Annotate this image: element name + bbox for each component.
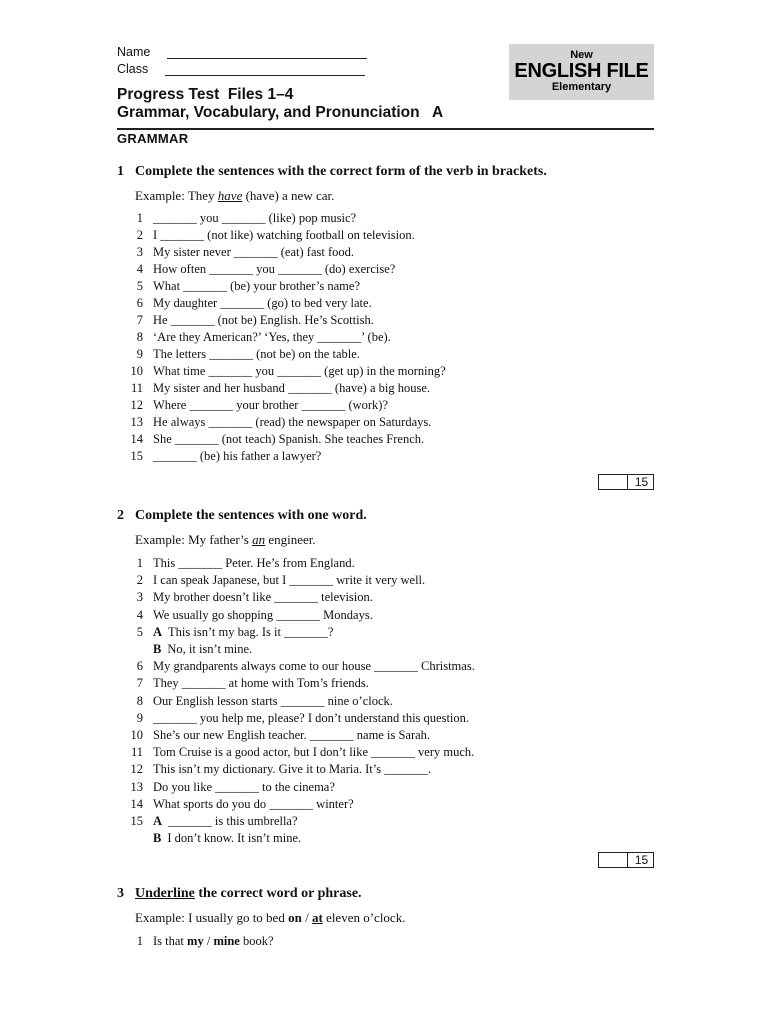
item-number: 5 (136, 624, 143, 639)
item-sentence: I _______ (not like) watching football on television. (153, 228, 415, 242)
item-sentence: We usually go shopping _______ Mondays. (153, 607, 373, 622)
item-number: 2 (136, 573, 143, 588)
item-sentence: My brother doesn’t like _______ television. (153, 590, 373, 605)
question-item (117, 312, 637, 329)
item-number: 11 (130, 381, 143, 395)
q3-item-number: 1 (136, 934, 143, 948)
q3-example (135, 910, 405, 926)
question-item (117, 431, 637, 448)
item-sentence: I don’t know. It isn’t mine. (167, 831, 302, 846)
question-item (117, 227, 637, 244)
speaker-label: A (153, 624, 163, 639)
item-text (153, 431, 424, 448)
question-item (117, 624, 637, 641)
q3-item-option-2[interactable]: mine (213, 934, 240, 948)
item-text (153, 693, 393, 710)
item-number: 8 (136, 330, 143, 344)
item-text (153, 710, 469, 727)
item-number: 2 (136, 228, 143, 242)
item-number: 12 (130, 398, 143, 412)
q2-example-answer: an (252, 532, 266, 547)
item-text (153, 658, 475, 675)
item-text (153, 380, 430, 397)
item-sentence: What sports do you do _______ winter? (153, 796, 354, 811)
question-item (117, 796, 637, 813)
item-text (153, 397, 388, 414)
question-item (117, 693, 637, 710)
q2-score-box[interactable] (598, 852, 654, 868)
item-sentence: This isn’t my bag. Is it _______? (168, 624, 334, 639)
speaker-label: B (153, 831, 162, 846)
item-text (153, 227, 415, 244)
item-sentence: This _______ Peter. He’s from England. (153, 556, 355, 570)
item-sentence: They _______ at home with Tom’s friends. (153, 676, 369, 691)
item-number: 15 (130, 449, 143, 463)
name-label: Name (117, 45, 151, 59)
item-sentence: This isn’t my dictionary. Give it to Maria. It’s _______. (153, 762, 432, 777)
question-item (117, 278, 637, 295)
q3-number: 3 (117, 886, 124, 901)
item-sentence: ‘Are they American?’ ‘Yes, they _______’ (be). (153, 330, 391, 344)
item-sentence: _______ you help me, please? I don’t understand this question. (153, 710, 470, 725)
speaker-label: B (153, 642, 162, 656)
q3-item-separator: / (203, 934, 214, 948)
item-text (153, 761, 431, 778)
q3-item-option-1[interactable]: my (187, 934, 204, 948)
item-text (153, 363, 446, 380)
q1-example (135, 188, 334, 204)
item-sentence: I can speak Japanese, but I _______ write it very well. (153, 573, 426, 588)
question-item (117, 830, 637, 847)
item-text (153, 244, 354, 261)
item-number: 4 (136, 607, 143, 622)
question-item (117, 329, 637, 346)
item-number: 3 (136, 245, 143, 259)
q3-heading (117, 886, 362, 902)
question-item (117, 244, 637, 261)
q3-example-option-2[interactable]: at (311, 910, 323, 925)
question-item (117, 397, 637, 414)
item-text (153, 210, 356, 227)
item-text (153, 624, 333, 641)
english-file-logo (509, 44, 654, 100)
class-label: Class (117, 62, 149, 76)
section-heading: GRAMMAR (117, 131, 189, 146)
q2-example (135, 532, 316, 548)
item-sentence: He _______ (not be) English. He’s Scottish. (153, 313, 374, 327)
q3-item-after: book? (239, 934, 274, 948)
item-number: 6 (136, 659, 143, 674)
q1-score-total: 15 (634, 475, 649, 489)
question-item (117, 607, 637, 624)
item-number: 13 (130, 415, 143, 429)
name-line[interactable] (167, 48, 367, 59)
logo-new: New (570, 49, 593, 61)
item-number: 10 (130, 728, 143, 742)
item-text (153, 796, 354, 813)
q2-number: 2 (117, 508, 124, 523)
q3-instruction-underlined: Underline (135, 886, 195, 901)
item-sentence: Our English lesson starts _______ nine o’clock. (153, 693, 393, 708)
question-item (117, 761, 637, 778)
item-number: 10 (130, 364, 143, 378)
item-sentence: What _______ (be) your brother’s name? (153, 279, 360, 293)
speaker-label: A (153, 814, 163, 828)
title-divider (117, 128, 654, 130)
item-number: 6 (136, 296, 143, 310)
q2-heading (117, 508, 367, 524)
question-item (117, 710, 637, 727)
question-item (117, 658, 637, 675)
item-text (153, 813, 298, 830)
item-sentence: How often _______ you _______ (do) exercise? (153, 262, 396, 276)
item-number: 4 (136, 262, 143, 276)
item-text (153, 572, 425, 589)
q3-example-rest: eleven o’clock. (322, 910, 406, 925)
item-sentence: _______ (be) his father a lawyer? (153, 449, 322, 463)
q3-example-option-1[interactable]: on (288, 910, 302, 925)
class-field[interactable] (117, 62, 365, 76)
q1-score-input[interactable] (599, 475, 628, 489)
name-field[interactable] (117, 45, 367, 59)
q3-item-text (153, 933, 274, 950)
item-number: 11 (130, 745, 143, 760)
item-text (153, 295, 372, 312)
item-sentence: Tom Cruise is a good actor, but I don’t like _______ very much. (153, 745, 475, 760)
item-number: 14 (130, 432, 143, 446)
page-title (117, 86, 443, 122)
item-number: 7 (136, 676, 143, 691)
q2-score-total: 15 (634, 853, 649, 867)
item-sentence: The letters _______ (not be) on the table. (153, 347, 360, 361)
q3-instruction: the correct word or phrase. (194, 886, 362, 901)
item-number: 8 (136, 693, 143, 708)
question-item (117, 414, 637, 431)
question-item (117, 589, 637, 606)
item-sentence: No, it isn’t mine. (167, 642, 253, 656)
item-text (153, 675, 369, 692)
item-text (153, 414, 431, 431)
item-text (153, 744, 474, 761)
question-item (117, 346, 637, 363)
item-sentence: What time _______ you _______ (get up) in the morning? (153, 364, 446, 378)
q3-example-separator: / (301, 910, 312, 925)
q2-score-input[interactable] (599, 853, 628, 867)
question-item (117, 380, 637, 397)
item-number: 12 (130, 762, 143, 777)
item-number: 3 (136, 590, 143, 605)
item-number: 14 (130, 796, 143, 811)
item-sentence: Where _______ your brother _______ (work)? (153, 398, 389, 412)
item-sentence: My grandparents always come to our house _______ Christmas. (153, 659, 475, 674)
logo-level: Elementary (551, 81, 612, 93)
question-item (117, 448, 637, 465)
q1-example-text: Example: They (135, 188, 218, 203)
item-number: 1 (136, 211, 143, 225)
item-text (153, 727, 430, 744)
item-sentence: Do you like _______ to the cinema? (153, 779, 335, 794)
title-line-2: Grammar, Vocabulary, and Pronunciation A (117, 104, 444, 121)
question-item (117, 779, 637, 796)
question-item (117, 261, 637, 278)
item-text (153, 346, 360, 363)
q1-example-answer: have (217, 188, 243, 203)
item-number: 13 (130, 779, 143, 794)
question-item (117, 744, 637, 761)
item-sentence: _______ you _______ (like) pop music? (153, 211, 357, 225)
q1-heading (117, 164, 547, 180)
q1-instruction: Complete the sentences with the correct form of the verb in brackets. (135, 164, 547, 179)
item-text (153, 261, 395, 278)
logo-brand: ENGLISH FILE (514, 60, 649, 82)
question-item (117, 363, 637, 380)
title-line-1: Progress Test Files 1–4 (117, 86, 294, 103)
item-number: 15 (130, 814, 143, 828)
item-sentence: He always _______ (read) the newspaper on Saturdays. (153, 415, 432, 429)
item-text (153, 779, 335, 796)
item-number: 9 (136, 347, 143, 361)
item-sentence: _______ is this umbrella? (168, 814, 298, 828)
item-text (153, 312, 374, 329)
item-text (153, 278, 360, 295)
q1-number: 1 (117, 164, 124, 179)
item-text (153, 555, 355, 572)
q3-item (117, 933, 637, 950)
q3-example-text: Example: I usually go to bed (135, 910, 289, 925)
question-item (117, 210, 637, 227)
item-text (153, 589, 373, 606)
q1-example-rest: (have) a new car. (242, 188, 335, 203)
item-number: 9 (136, 710, 143, 725)
item-text (153, 448, 321, 465)
q2-example-rest: engineer. (265, 532, 316, 547)
item-sentence: My daughter _______ (go) to bed very late. (153, 296, 372, 310)
item-text (153, 830, 301, 847)
item-sentence: She’s our new English teacher. _______ name is Sarah. (153, 728, 431, 742)
question-item (117, 295, 637, 312)
q2-example-text: Example: My father’s (135, 532, 253, 547)
q3-item-before: Is that (153, 934, 188, 948)
question-item (117, 813, 637, 830)
question-item (117, 641, 637, 658)
item-number: 7 (136, 313, 143, 327)
item-text (153, 607, 373, 624)
item-sentence: My sister never _______ (eat) fast food. (153, 245, 354, 259)
item-text (153, 641, 252, 658)
question-item (117, 555, 637, 572)
question-item (117, 572, 637, 589)
q2-instruction: Complete the sentences with one word. (135, 508, 367, 523)
item-number: 5 (136, 279, 143, 293)
question-item (117, 727, 637, 744)
item-sentence: She _______ (not teach) Spanish. She teaches French. (153, 432, 425, 446)
item-text (153, 329, 391, 346)
q1-score-box[interactable] (598, 474, 654, 490)
item-sentence: My sister and her husband _______ (have) a big house. (153, 381, 431, 395)
class-line[interactable] (165, 65, 365, 76)
item-number: 1 (136, 556, 143, 570)
question-item (117, 675, 637, 692)
